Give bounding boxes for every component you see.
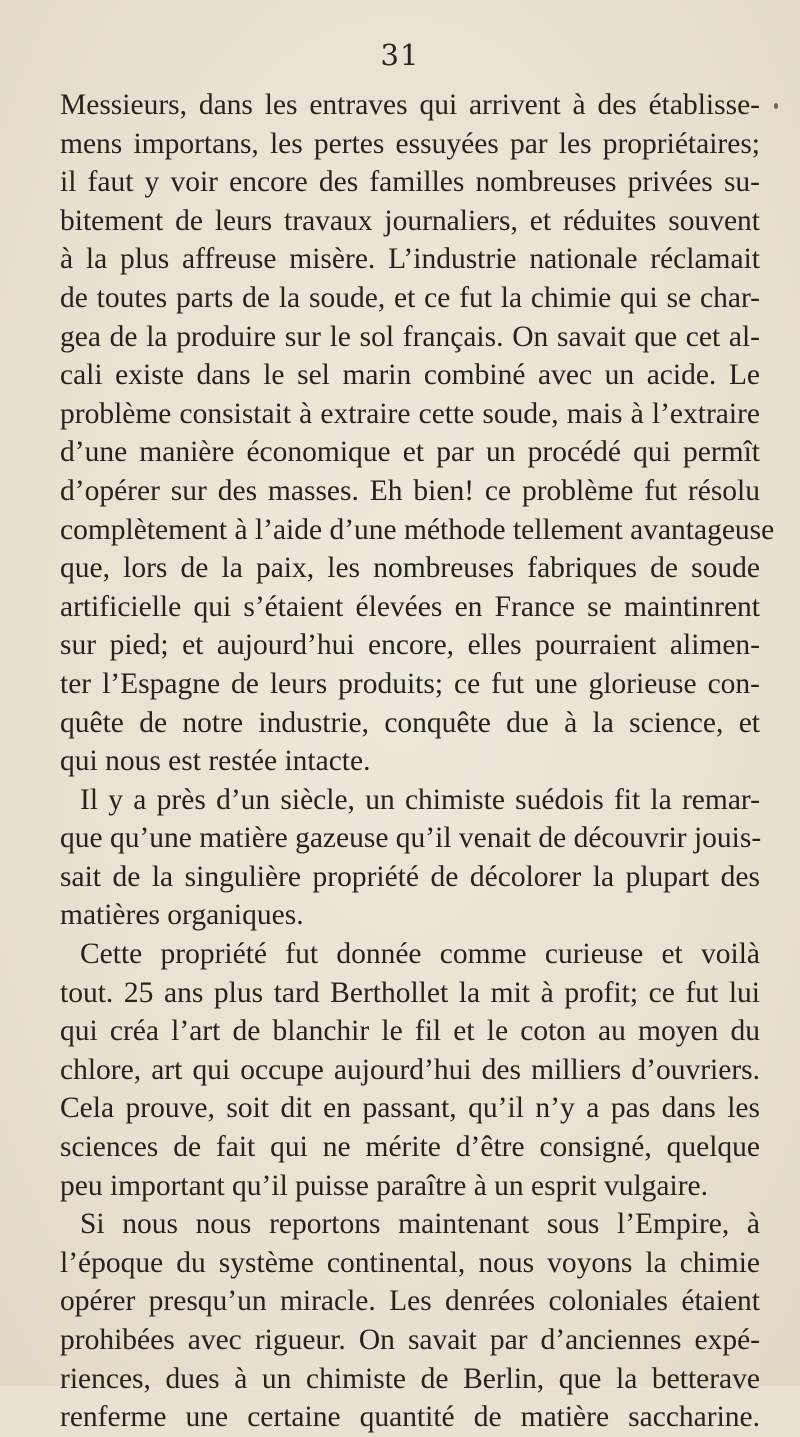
text-line: il faut y voir encore des familles nombreuses privées su-: [60, 166, 760, 199]
text-line: cali existe dans le sel marin combiné avec un acide. Le: [60, 359, 760, 392]
text-line: Messieurs, dans les entraves qui arrivent à des établisse-: [60, 89, 760, 121]
text-line: chlore, art qui occupe aujourd’hui des milliers d’ouvriers.: [60, 1053, 760, 1086]
text-line: de toutes parts de la soude, et ce fut la chimie qui se char-: [60, 281, 760, 314]
page-number: 31: [380, 38, 420, 72]
text-line: gea de la produire sur le sol français. On savait que cet al-: [60, 320, 760, 353]
text-line: Cela prouve, soit dit en passant, qu’il n’y a pas dans les: [60, 1092, 760, 1125]
text-line: tout. 25 ans plus tard Berthollet la mit à profit; ce fut lui: [60, 976, 760, 1009]
text-line: complètement à l’aide d’une méthode tellement avantageuse: [60, 513, 775, 546]
text-line: prohibées avec rigueur. On savait par d’anciennes expé-: [60, 1324, 760, 1356]
text-line: qui créa l’art de blanchir le fil et le coton au moyen du: [60, 1015, 760, 1048]
body-text: [60, 86, 775, 1437]
text-line: que, lors de la paix, les nombreuses fabriques de soude: [60, 552, 760, 585]
text-line: matières organiques.: [60, 899, 304, 932]
text-line: que qu’une matière gazeuse qu’il venait de découvrir jouis-: [60, 822, 762, 855]
text-line: sur pied; et aujourd’hui encore, elles pourraient alimen-: [60, 629, 760, 662]
text-line: sciences de fait qui ne mérite d’être consigné, quelque: [60, 1131, 760, 1164]
text-line: problème consistait à extraire cette soude, mais à l’extraire: [60, 397, 760, 430]
text-line: Cette propriété fut donnée comme curieuse et voilà: [80, 938, 760, 971]
text-line: sait de la singulière propriété de décolorer la plupart des: [60, 860, 760, 893]
text-line: d’une manière économique et par un procédé qui permît: [60, 436, 760, 469]
text-line: renferme une certaine quantité de matière saccharine.: [60, 1401, 760, 1434]
text-line: opérer presqu’un miracle. Les denrées coloniales étaient: [60, 1285, 760, 1318]
text-line: ter l’Espagne de leurs produits; ce fut une glorieuse con-: [60, 667, 760, 700]
text-line: qui nous est restée intacte.: [60, 745, 371, 778]
text-line: artificielle qui s’étaient élevées en France se maintinrent: [60, 590, 760, 623]
text-line: d’opérer sur des masses. Eh bien! ce problème fut résolu: [60, 474, 760, 507]
text-line: Si nous nous reportons maintenant sous l’Empire, à: [80, 1208, 760, 1241]
ink-speck: [774, 103, 778, 109]
text-line: Il y a près d’un siècle, un chimiste suédois fit la remar-: [80, 783, 760, 816]
text-line: riences, dues à un chimiste de Berlin, que la betterave: [60, 1362, 760, 1395]
text-line: l’époque du système continental, nous voyons la chimie: [60, 1246, 760, 1279]
text-line: peu important qu’il puisse paraître à un esprit vulgaire.: [60, 1169, 708, 1202]
text-line: mens importans, les pertes essuyées par les propriétaires;: [60, 127, 760, 160]
text-line: à la plus affreuse misère. L’industrie nationale réclamait: [60, 243, 760, 276]
text-line: bitement de leurs travaux journaliers, et réduites souvent: [60, 204, 760, 237]
text-line: quête de notre industrie, conquête due à la science, et: [60, 706, 760, 739]
